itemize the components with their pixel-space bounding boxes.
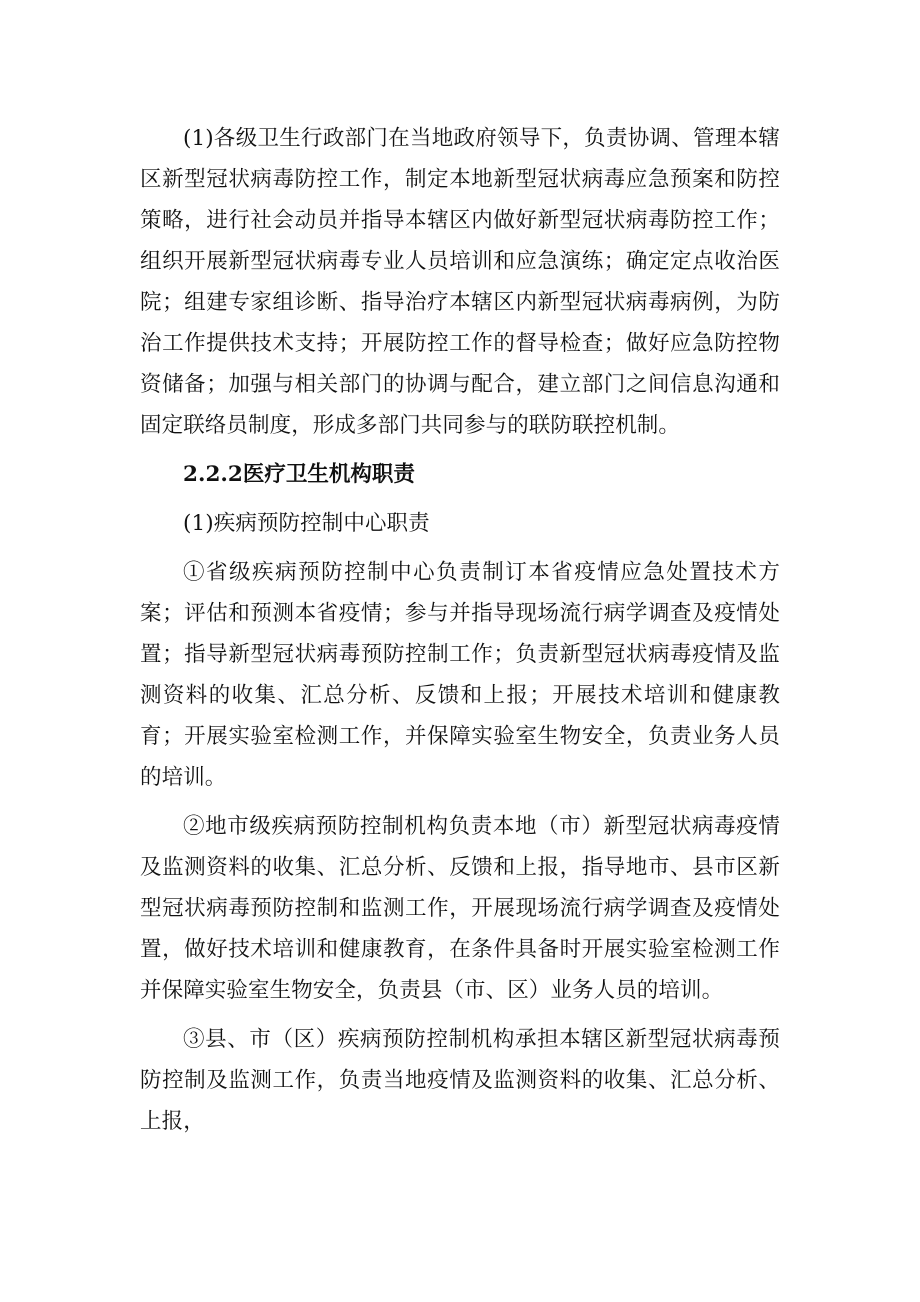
spacer (140, 544, 780, 552)
subsection-heading: (1)疾病预防控制中心职责 (183, 511, 430, 536)
paragraph-county-cdc: ③县、市（区）疾病预防控制机构承担本辖区新型冠状病毒预防控制及监测工作，负责当地疫情及监测资料的收集、汇总分析、上报， (140, 1027, 780, 1134)
spacer (140, 495, 780, 503)
document-page (140, 118, 780, 1142)
spacer (140, 446, 780, 454)
spacer (140, 798, 780, 806)
spacer (140, 1011, 780, 1019)
section-heading: 2.2.2医疗卫生机构职责 (183, 462, 415, 487)
paragraph-provincial-cdc: ①省级疾病预防控制中心负责制订本省疫情应急处置技术方案；评估和预测本省疫情；参与并指导现场流行病学调查及疫情处置；指导新型冠状病毒预防控制工作；负责新型冠状病毒疫情及监测资料的收集、汇总分析、反馈和上报；开展技术培训和健康教育；开展实验室检测工作，并保障实验室生物安全，负责业务人员的培训。 (140, 560, 780, 790)
paragraph-admin-duties: (1)各级卫生行政部门在当地政府领导下，负责协调、管理本辖区新型冠状病毒防控工作，制定本地新型冠状病毒应急预案和防控策略，进行社会动员并指导本辖区内做好新型冠状病毒防控工作；组织开展新型冠状病毒专业人员培训和应急演练；确定定点收治医院；组建专家组诊断、指导治疗本辖区内新型冠状病毒病例，为防治工作提供技术支持；开展防控工作的督导检查；做好应急防控物资储备；加强与相关部门的协调与配合，建立部门之间信息沟通和固定联络员制度，形成多部门共同参与的联防联控机制。 (140, 126, 780, 438)
paragraph-city-cdc: ②地市级疾病预防控制机构负责本地（市）新型冠状病毒疫情及监测资料的收集、汇总分析、反馈和上报，指导地市、县市区新型冠状病毒预防控制和监测工作，开展现场流行病学调查及疫情处置，做好技术培训和健康教育，在条件具备时开展实验室检测工作并保障实验室生物安全，负责县（市、区）业务人员的培训。 (140, 814, 780, 1003)
